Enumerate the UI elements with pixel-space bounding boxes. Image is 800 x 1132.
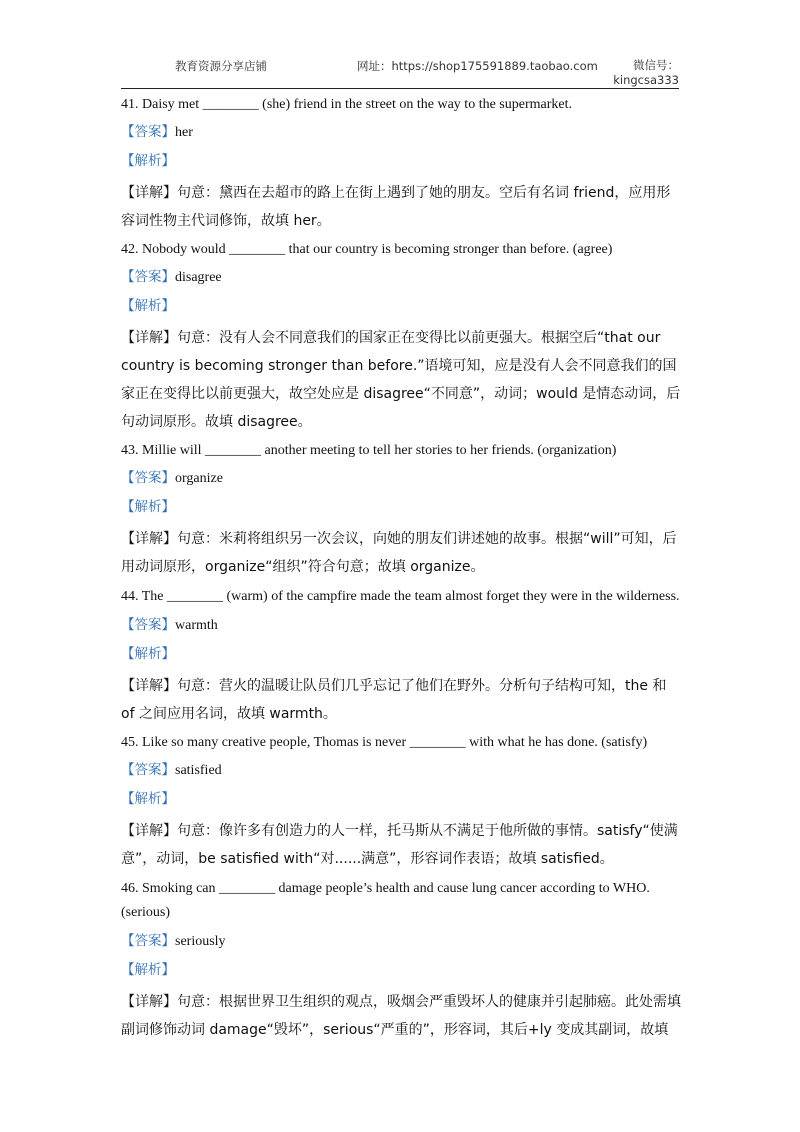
detail-text: 句意：米莉将组织另一次会议，向她的朋友们讲述她的故事。根据“will”可知，后用动词原形，organize“组织”符合句意；故填 organize。: [121, 531, 677, 575]
detail-paragraph: [121, 672, 681, 728]
answer-line: [121, 614, 681, 637]
question-text: 42. Nobody would ________ that our country is becoming stronger than before. (agree): [121, 242, 613, 257]
question-text: 41. Daisy met ________ (she) friend in the street on the way to the supermarket.: [121, 97, 572, 112]
answer-tag: 【答案】: [121, 470, 175, 486]
detail-tag: 【详解】: [121, 531, 177, 547]
answer-text: satisfied: [175, 763, 222, 778]
answer-tag: 【答案】: [121, 124, 175, 140]
question-text: 43. Millie will ________ another meeting to tell her stories to her friends. (organization): [121, 443, 617, 458]
analysis-line: [121, 643, 681, 666]
detail-text: 句意：根据世界卫生组织的观点，吸烟会严重毁坏人的健康并引起肺癌。此处需填副词修饰动词 damage“毁坏”，serious“严重的”，形容词，其后+ly 变成其副词，故填: [121, 994, 681, 1038]
detail-paragraph: [121, 179, 681, 235]
detail-tag: 【详解】: [121, 185, 177, 201]
header-shop-name: 教育资源分享店铺: [175, 59, 267, 73]
detail-paragraph: [121, 525, 681, 581]
analysis-line: [121, 788, 681, 811]
analysis-tag: 【解析】: [121, 499, 175, 515]
header-wechat: [613, 58, 679, 88]
detail-paragraph: [121, 988, 681, 1044]
answer-text: organize: [175, 471, 223, 486]
answer-tag: 【答案】: [121, 933, 175, 949]
analysis-tag: 【解析】: [121, 962, 175, 978]
answer-line: [121, 121, 681, 144]
analysis-tag: 【解析】: [121, 646, 175, 662]
detail-text: 句意：像许多有创造力的人一样，托马斯从不满足于他所做的事情。satisfy“使满意”，动词，be satisfied with“对......满意”，形容词作表语；故填 satisfied。: [121, 823, 678, 867]
answer-text: disagree: [175, 270, 222, 285]
answer-tag: 【答案】: [121, 269, 175, 285]
detail-tag: 【详解】: [121, 994, 177, 1010]
analysis-line: [121, 959, 681, 982]
question-text: 46. Smoking can ________ damage people’s health and cause lung cancer according to WHO. (serious): [121, 881, 650, 920]
answer-line: [121, 467, 681, 490]
analysis-line: [121, 150, 681, 173]
analysis-tag: 【解析】: [121, 298, 175, 314]
analysis-line: [121, 496, 681, 519]
answer-line: [121, 266, 681, 289]
header-wechat-id: kingcsa333: [613, 73, 679, 87]
answer-line: [121, 759, 681, 782]
detail-paragraph: [121, 324, 681, 436]
question-text: 44. The ________ (warm) of the campfire made the team almost forget they were in the wilderness.: [121, 589, 680, 604]
detail-text: 句意：黛西在去超市的路上在街上遇到了她的朋友。空后有名词 friend，应用形容词性物主代词修饰，故填 her。: [121, 185, 671, 229]
answer-text: her: [175, 125, 193, 140]
header-divider: [121, 88, 679, 89]
detail-paragraph: [121, 817, 681, 873]
header-wechat-label: 微信号：: [633, 58, 679, 72]
page-header: [121, 55, 679, 87]
detail-tag: 【详解】: [121, 678, 177, 694]
detail-text: 句意：没有人会不同意我们的国家正在变得比以前更强大。根据空后“that our country is becoming stronger than before.”语境可知，应是没有人会不同意我们的国家正在变得比以前更强大，故空处应是 disagree“不同意”，动词；would 是情态动词，后句动词原形。故填 disagree。: [121, 330, 681, 430]
header-url[interactable]: 网址：https://shop175591889.taobao.com: [357, 59, 598, 73]
analysis-line: [121, 295, 681, 318]
analysis-tag: 【解析】: [121, 791, 175, 807]
analysis-tag: 【解析】: [121, 153, 175, 169]
answer-tag: 【答案】: [121, 617, 175, 633]
detail-text: 句意：营火的温暖让队员们几乎忘记了他们在野外。分析句子结构可知，the 和 of 之间应用名词，故填 warmth。: [121, 678, 667, 722]
answer-text: seriously: [175, 934, 226, 949]
answer-text: warmth: [175, 618, 218, 633]
detail-tag: 【详解】: [121, 823, 177, 839]
question-text: 45. Like so many creative people, Thomas is never ________ with what he has done. (satisfy): [121, 735, 648, 750]
answer-tag: 【答案】: [121, 762, 175, 778]
detail-tag: 【详解】: [121, 330, 177, 346]
document-body: [121, 94, 681, 1048]
answer-line: [121, 930, 681, 953]
